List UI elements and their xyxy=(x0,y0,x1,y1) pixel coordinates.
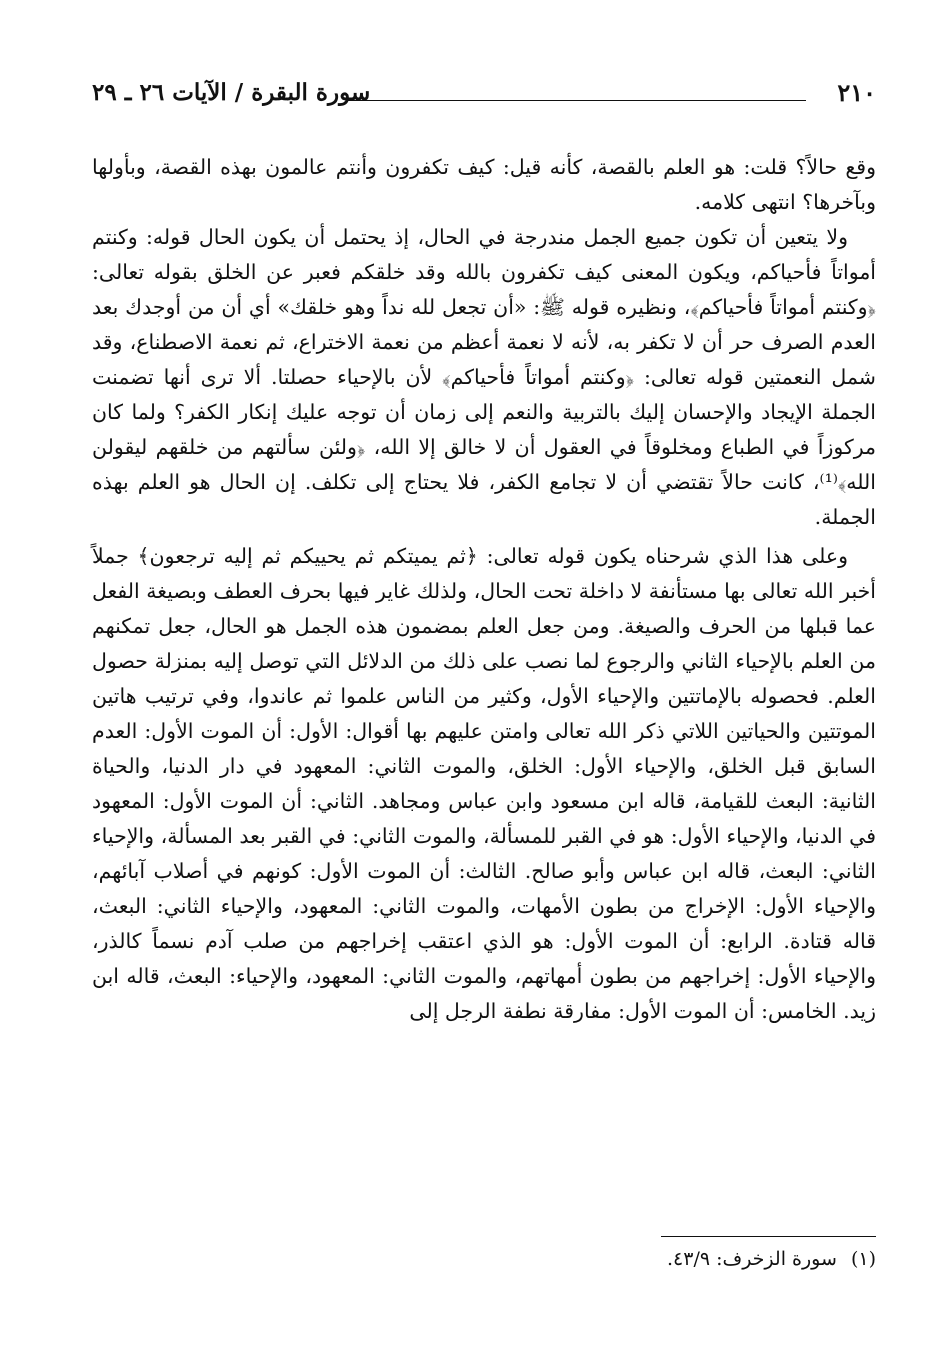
footnote-number: (١) xyxy=(850,1248,876,1270)
footnote-rule xyxy=(661,1236,876,1237)
header-rule xyxy=(347,100,806,101)
footnote-text: سورة الزخرف: ٤٣/٩. xyxy=(666,1248,837,1270)
footnote xyxy=(92,1244,876,1274)
body-text xyxy=(92,150,876,1029)
running-title: سورة البقرة / الآيات ٢٦ ـ ٢٩ xyxy=(92,79,371,106)
paragraph: وقع حالاً؟ قلت: هو العلم بالقصة، كأنه قيل: كيف تكفرون وأنتم عالمون بهذه القصة، وبأولها وبآخرها؟ انتهى كلامه. xyxy=(92,155,876,214)
page-header xyxy=(92,78,876,118)
page-number: ٢١٠ xyxy=(837,78,876,107)
paragraph: وعلى هذا الذي شرحناه يكون قوله تعالى: ﴿ثم يميتكم ثم يحييكم ثم إليه ترجعون﴾ جملاً أخبر الله تعالى بها مستأنفة لا داخلة تحت الحال، ولذلك غاير فيها بحرف العطف وبصيغة الفعل عما قبلها من الحرف والصيغة. ومن جعل العلم بمضمون هذه الجمل هو الحال، جعل تمكنهم من العلم بالإحياء الثاني والرجوع لما نصب على ذلك من الدلائل التي توصل إليه بمنزلة حصول العلم. فحصوله بالإماتتين والإحياء الأول، وكثير من الناس علموا ثم عاندوا، وفي ترتيب هاتين الموتتين والحياتين اللاتي ذكر الله تعالى وامتن عليهم بها أقوال: الأول: أن الموت الأول: العدم السابق قبل الخلق، والإحياء الأول: الخلق، والموت الثاني: المعهود في دار الدنيا، والحياة الثانية: البعث للقيامة، قاله ابن مسعود وابن عباس ومجاهد. الثاني: أن الموت الأول: المعهود في الدنيا، والإحياء الأول: هو في القبر للمسألة، والموت الثاني: في القبر بعد المسألة، والإحياء الثاني: البعث، قاله ابن عباس وأبو صالح. الثالث: أن الموت الأول: كونهم في أصلاب آبائهم، والإحياء الأول: الإخراج من بطون الأمهات، والموت الثاني: المعهود، والإحياء الثاني: البعث، قاله قتادة. الرابع: أن الموت الأول: هو الذي اعتقب إخراجهم من صلب آدم نسماً كالذر، والإحياء الأول: إخراجهم من بطون أمهاتهم، والموت الثاني: المعهود، والإحياء: البعث، قاله ابن زيد. الخامس: أن الموت الأول: مفارقة نطفة الرجل إلى xyxy=(92,544,876,1023)
paragraph: ولا يتعين أن تكون جميع الجمل مندرجة في الحال، إذ يحتمل أن يكون الحال قوله: وكنتم أمواتاً فأحياكم، ويكون المعنى كيف تكفرون بالله وقد خلقكم فعبر عن الخلق بقوله تعالى: ﴿وكنتم أمواتاً فأحياكم﴾، ونظيره قوله ﷺ: «أن تجعل لله نداً وهو خلقك» أي أن من أوجدك بعد العدم الصرف حر أن لا تكفر به، لأنه لا نعمة أعظم من نعمة الاختراع، ثم نعمة الاصطناع، وقد شمل النعمتين قوله تعالى: ﴿وكنتم أمواتاً فأحياكم﴾ لأن بالإحياء حصلتا. ألا ترى أنها تضمنت الجملة الإيجاد والإحسان إليك بالتربية والنعم إلى زمان أن توجه عليك إنكار الكفر؟ ولما كان مركوزاً في الطباع ومخلوقاً في العقول أن لا خالق إلا الله، ﴿ولئن سألتهم من خلقهم ليقولن الله﴾⁽¹⁾، كانت حالاً تقتضي أن لا تجامع الكفر، فلا يحتاج إلى تكلف. إن الحال هو العلم بهذه الجملة. xyxy=(92,225,876,529)
